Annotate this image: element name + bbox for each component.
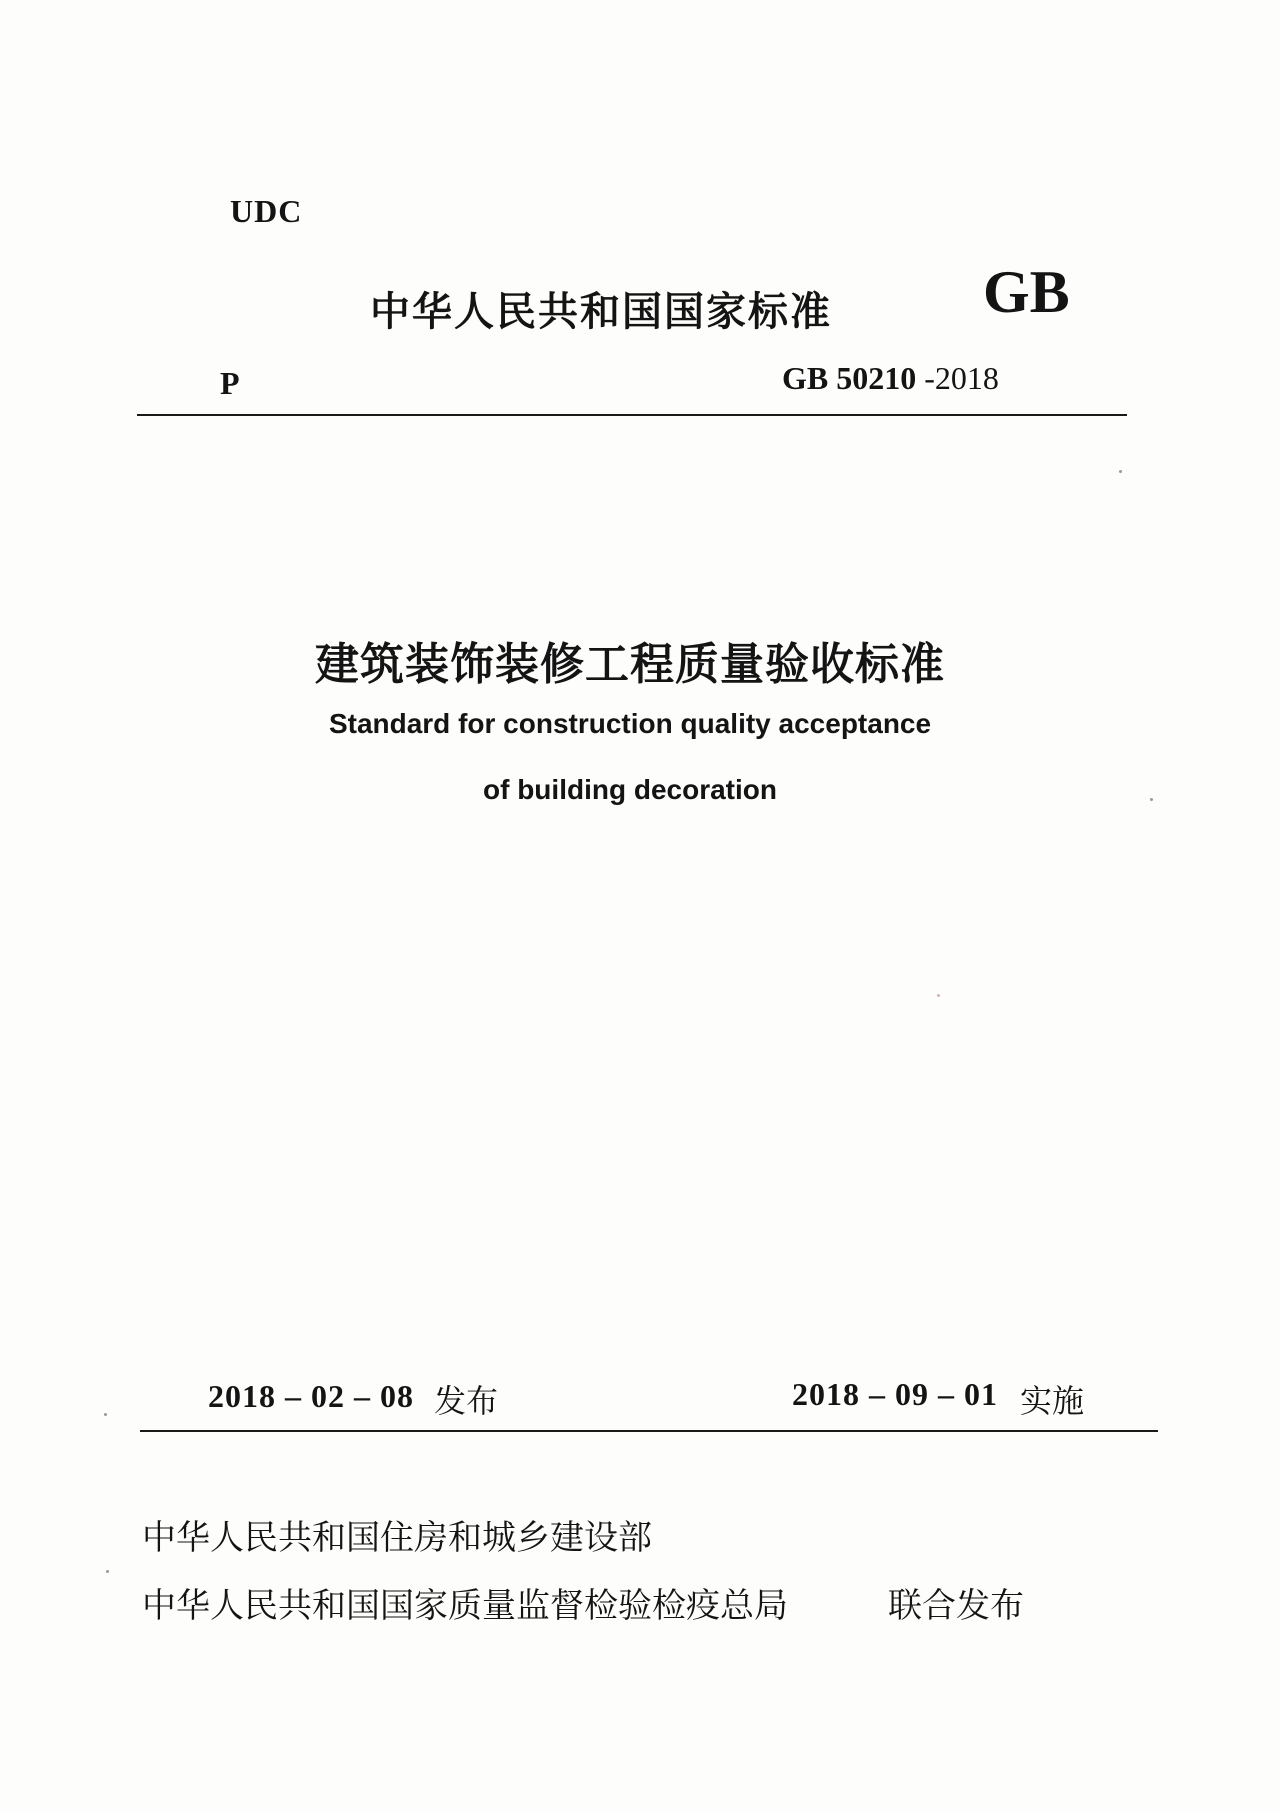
standard-year: -2018 [924,360,999,396]
publisher-aqsiq: 中华人民共和国国家质量监督检验检疫总局 [142,1586,788,1626]
issue-label: 发布 [434,1382,499,1420]
paper-speck [106,1570,109,1573]
implementation-label: 实施 [1020,1382,1085,1420]
header-divider [137,414,1127,416]
paper-speck [1119,470,1122,473]
joint-publish-label: 联合发布 [888,1586,1024,1626]
paper-speck [104,1413,107,1416]
national-standard-heading: 中华人民共和国国家标准 [370,288,832,335]
title-english-line2: of building decoration [483,774,777,805]
standard-number-code: GB 50210 [782,360,917,396]
implementation-date: 2018 – 09 – 01 [792,1376,998,1412]
issue-date: 2018 – 02 – 08 [208,1378,414,1414]
footer-divider [140,1430,1158,1432]
title-english-line1: Standard for construction quality acceptance [328,708,932,739]
gb-logo: GB [983,259,1070,325]
title-chinese: 建筑装饰装修工程质量验收标准 [315,639,945,690]
standard-number [782,360,999,397]
paper-speck [1150,798,1153,801]
category-code: P [220,365,240,401]
udc-label: UDC [230,193,303,229]
publisher-ministry-housing: 中华人民共和国住房和城乡建设部 [142,1518,652,1558]
paper-speck [937,994,940,997]
